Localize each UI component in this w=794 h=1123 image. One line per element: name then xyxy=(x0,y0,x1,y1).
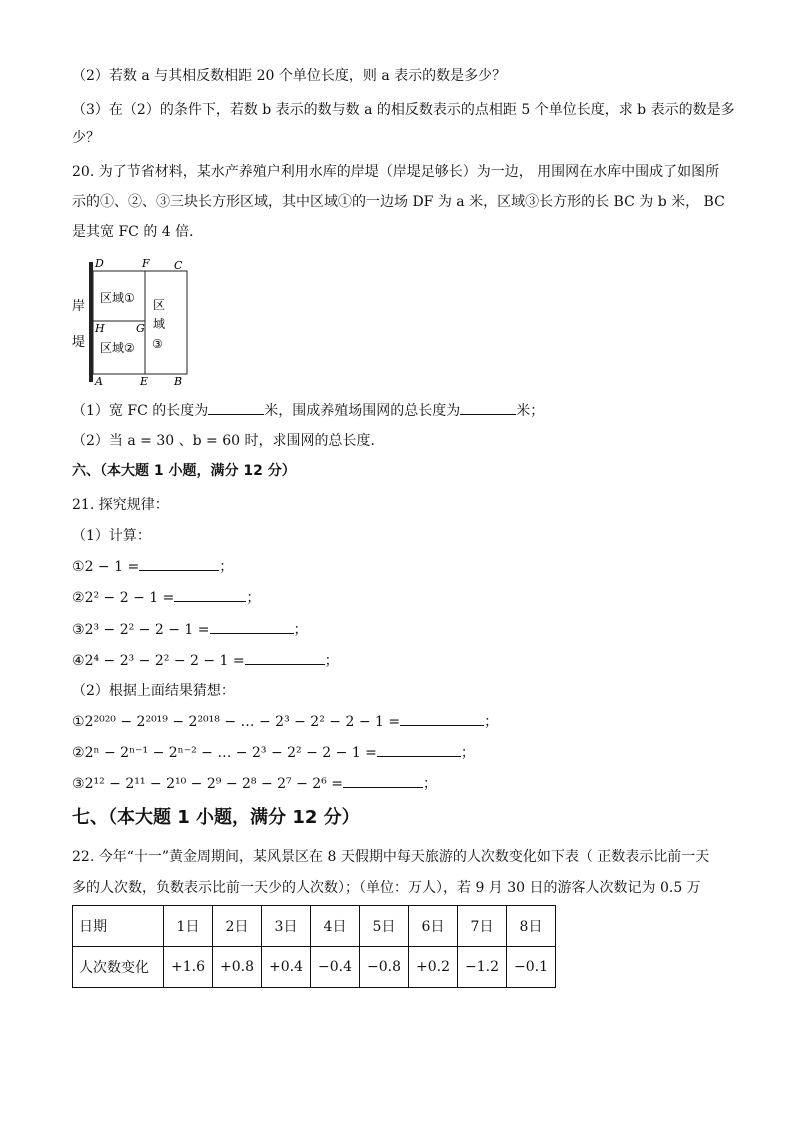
table-cell: +1.6 xyxy=(164,947,213,988)
label-F: F xyxy=(142,257,150,270)
guess-2-expr: 2ⁿ − 2ⁿ⁻¹ − 2ⁿ⁻² − … − 2³ − 2² − 2 − 1 = xyxy=(84,745,377,761)
guess-1-expr: 2²⁰²⁰ − 2²⁰¹⁹ − 2²⁰¹⁸ − … − 2³ − 2² − 2 − 1 = xyxy=(84,714,401,730)
calc-1-sep: ； xyxy=(219,559,234,575)
table-cell: 5日 xyxy=(360,906,409,947)
q20-sub1-text-b: 米，围成养殖场围网的总长度为 xyxy=(264,403,461,419)
region-3-label-1: 区 xyxy=(153,298,166,312)
table-header-row xyxy=(73,906,556,947)
label-G: G xyxy=(136,322,145,335)
calc-4-sep: ； xyxy=(324,653,339,669)
q20-line2: 示的①、②、③三块长方形区域，其中区域①的一边场 DF 为 a 米，区域③长方形的长 BC 为 b 米， BC xyxy=(72,194,725,210)
label-H: H xyxy=(95,322,105,335)
guess-1-sep: ； xyxy=(484,714,499,730)
table-cell: +0.8 xyxy=(213,947,262,988)
guess-2-answer-blank[interactable] xyxy=(377,742,461,757)
label-C: C xyxy=(174,259,183,272)
table-cell: 4日 xyxy=(311,906,360,947)
q19-part3-line2: 少？ xyxy=(72,130,100,146)
calc-1-answer-blank[interactable] xyxy=(139,556,219,571)
table-cell: 人次数变化 xyxy=(73,947,164,988)
table-row xyxy=(73,947,556,988)
q21-guess-1 xyxy=(72,711,498,732)
label-A: A xyxy=(95,375,103,388)
bank-line xyxy=(89,262,93,382)
q21-guess-3 xyxy=(72,773,437,794)
table-cell: −0.8 xyxy=(360,947,409,988)
table-cell: 8日 xyxy=(507,906,556,947)
q21-title: 21. 探究规律： xyxy=(72,497,169,513)
calc-3-answer-blank[interactable] xyxy=(210,619,294,634)
calc-1-expr: 2 − 1 = xyxy=(84,559,140,575)
section-6-title: 六、（本大题 1 小题，满分 12 分） xyxy=(72,463,296,479)
q21-sub1: （1）计算： xyxy=(72,528,151,544)
calc-2-answer-blank[interactable] xyxy=(174,587,246,602)
q21-sub2: （2）根据上面结果猜想： xyxy=(72,683,235,699)
calc-2-sep: ； xyxy=(246,590,261,606)
calc-3-num: ③ xyxy=(72,622,85,638)
label-E: E xyxy=(140,375,149,388)
q21-calc-1 xyxy=(72,556,233,577)
region-3-label-3: ③ xyxy=(152,337,163,351)
table-cell: 1日 xyxy=(164,906,213,947)
table-cell: 3日 xyxy=(262,906,311,947)
q21-calc-2 xyxy=(72,587,260,608)
table-cell: −1.2 xyxy=(458,947,507,988)
section-7-title: 七、（本大题 1 小题，满分 12 分） xyxy=(72,807,360,828)
table-cell: +0.2 xyxy=(409,947,458,988)
guess-2-sep: ； xyxy=(460,745,475,761)
calc-4-num: ④ xyxy=(72,653,85,669)
enclosure-diagram xyxy=(68,256,198,388)
calc-2-expr: 2² − 2 − 1 = xyxy=(84,590,175,606)
table-cell: 7日 xyxy=(458,906,507,947)
table-cell: 日期 xyxy=(73,906,164,947)
guess-3-expr: 2¹² − 2¹¹ − 2¹⁰ − 2⁹ − 2⁸ − 2⁷ − 2⁶ = xyxy=(84,776,344,792)
guess-3-sep: ； xyxy=(423,776,438,792)
calc-2-num: ② xyxy=(72,590,85,606)
q19-part2: （2）若数 a 与其相反数相距 20 个单位长度，则 a 表示的数是多少？ xyxy=(72,68,507,84)
guess-3-answer-blank[interactable] xyxy=(343,773,423,788)
label-B: B xyxy=(174,375,183,388)
calc-3-sep: ； xyxy=(293,622,308,638)
q19-part3-line1: （3）在（2）的条件下，若数 b 表示的数与数 a 的相反数表示的点相距 5 个单位长度，求 b 表示的数是多 xyxy=(72,102,735,118)
bank-label-2: 堤 xyxy=(72,335,86,350)
calc-3-expr: 2³ − 2² − 2 − 1 = xyxy=(84,622,210,638)
q20-sub2: （2）当 a = 30 、b = 60 时，求围网的总长度． xyxy=(72,433,385,449)
q21-calc-4 xyxy=(72,650,339,671)
q20-sub1 xyxy=(72,400,544,421)
q20-line1: 20. 为了节省材料，某水产养殖户利用水库的岸堤（岸堤足够长）为一边， 用围网在水库中围成了如图所 xyxy=(72,164,720,180)
q22-line2: 多的人次数，负数表示比前一天少的人次数）；（单位：万人），若 9 月 30 日的游客人次数记为 0.5 万 xyxy=(72,880,701,896)
table-cell: 2日 xyxy=(213,906,262,947)
table-cell: 6日 xyxy=(409,906,458,947)
calc-1-num: ① xyxy=(72,559,85,575)
q21-guess-2 xyxy=(72,742,475,763)
visitor-change-table xyxy=(72,905,556,988)
calc-4-answer-blank[interactable] xyxy=(245,650,325,665)
table-cell: −0.1 xyxy=(507,947,556,988)
q21-calc-3 xyxy=(72,619,308,640)
guess-1-answer-blank[interactable] xyxy=(400,711,484,726)
q20-line3: 是其宽 FC 的 4 倍． xyxy=(72,224,204,240)
guess-2-num: ② xyxy=(72,745,85,761)
label-D: D xyxy=(95,257,104,270)
table-cell: +0.4 xyxy=(262,947,311,988)
region-1-label: 区域① xyxy=(100,291,135,305)
calc-4-expr: 2⁴ − 2³ − 2² − 2 − 1 = xyxy=(84,653,245,669)
region-3-label-2: 域 xyxy=(153,317,166,331)
fill-blank-total[interactable] xyxy=(460,400,516,415)
guess-1-num: ① xyxy=(72,714,85,730)
region-2-label: 区域② xyxy=(100,341,135,355)
bank-label-1: 岸 xyxy=(72,299,86,314)
table-cell: −0.4 xyxy=(311,947,360,988)
q20-sub1-text-a: （1）宽 FC 的长度为 xyxy=(72,403,209,419)
q22-line1: 22. 今年“十一”黄金周期间，某风景区在 8 天假期中每天旅游的人次数变化如下表（ 正数表示比前一天 xyxy=(72,849,710,865)
fill-blank-fc[interactable] xyxy=(208,400,264,415)
q20-sub1-text-c: 米； xyxy=(516,403,545,419)
guess-3-num: ③ xyxy=(72,776,85,792)
